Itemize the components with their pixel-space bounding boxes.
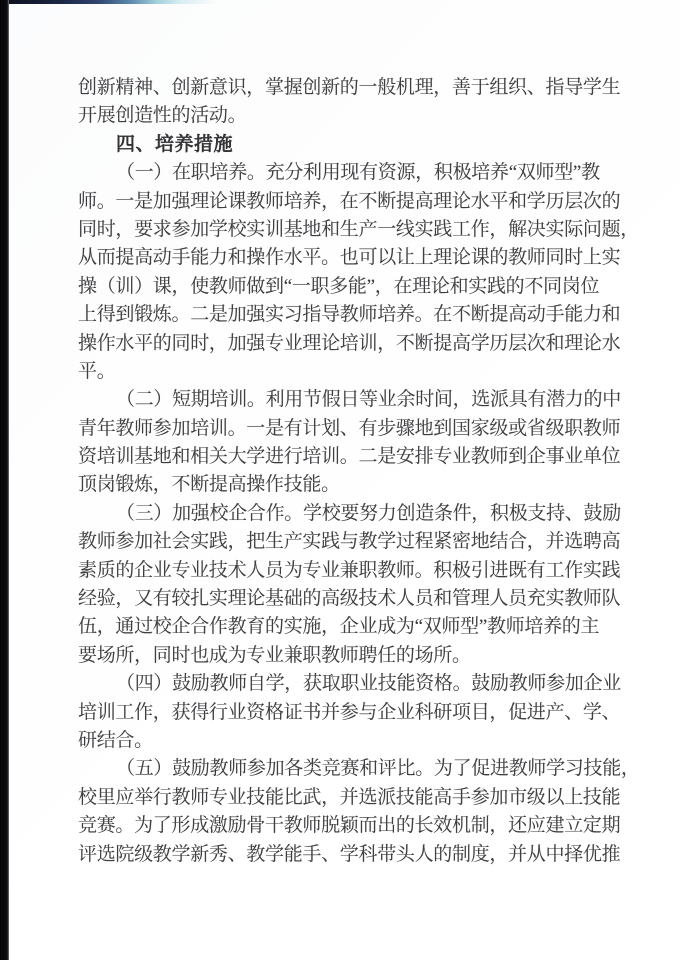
text-line: 培训工作，获得行业资格证书并参与企业科研项目，促进产、学、	[78, 701, 621, 723]
text-line: 资培训基地和相关大学进行培训。二是安排专业教师到企事业单位	[78, 446, 621, 468]
text-line: （五）鼓励教师参加各类竞赛和评比。为了促进教师学习技能，	[116, 758, 640, 780]
text-line: 开展创造性的活动。	[78, 105, 247, 127]
text-line: 教师参加社会实践，把生产实践与教学过程紧密地结合，并选聘高	[78, 531, 621, 553]
scan-edge-top-artifact	[9, 0, 219, 4]
text-line: 师。一是加强理论课教师培养，在不断提高理论水平和学历层次的	[78, 190, 621, 212]
text-line: 竞赛。为了形成激励骨干教师脱颖而出的长效机制，还应建立定期	[78, 815, 621, 837]
text-line: （四）鼓励教师自学，获取职业技能资格。鼓励教师参加企业	[116, 673, 621, 695]
text-line: 校里应举行教师专业技能比武，并选派技能高手参加市级以上技能	[78, 786, 621, 808]
text-line: 评选院级教学新秀、教学能手、学科带头人的制度，并从中择优推	[78, 843, 621, 865]
text-line: 从而提高动手能力和操作水平。也可以让上理论课的教师同时上实	[78, 247, 621, 269]
text-line: 研结合。	[78, 729, 153, 751]
section-heading: 四、培养措施	[116, 133, 234, 155]
text-line: 要场所，同时也成为专业兼职教师聘任的场所。	[78, 644, 471, 666]
document-text-block	[78, 74, 640, 869]
text-line: （二）短期培训。利用节假日等业余时间，选派具有潜力的中	[116, 389, 621, 411]
text-line: 经验，又有较扎实理论基础的高级技术人员和管理人员充实教师队	[78, 588, 621, 610]
text-line: 操作水平的同时，加强专业理论培训，不断提高学历层次和理论水	[78, 332, 621, 354]
text-line: 青年教师参加培训。一是有计划、有步骤地到国家级或省级职教师	[78, 417, 621, 439]
text-line: （三）加强校企合作。学校要努力创造条件，积极支持、鼓励	[116, 502, 621, 524]
text-line: 创新精神、创新意识，掌握创新的一般机理，善于组织、指导学生	[78, 77, 621, 98]
text-line: 平。	[78, 360, 116, 382]
scan-edge-left-artifact	[0, 0, 9, 960]
text-line: 同时，要求参加学校实训基地和生产一线实践工作，解决实际问题，	[78, 218, 640, 240]
text-line: 伍，通过校企合作教育的实施，企业成为“双师型”教师培养的主	[78, 616, 600, 638]
text-line: 上得到锻炼。二是加强实习指导教师培养。在不断提高动手能力和	[78, 304, 621, 326]
text-line: （一）在职培养。充分利用现有资源，积极培养“双师型”教	[116, 162, 600, 184]
text-line: 操（训）课，使教师做到“一职多能”，在理论和实践的不同岗位	[78, 275, 600, 297]
text-line: 顶岗锻炼，不断提高操作技能。	[78, 474, 340, 496]
text-line: 素质的企业专业技术人员为专业兼职教师。积极引进既有工作实践	[78, 559, 621, 581]
